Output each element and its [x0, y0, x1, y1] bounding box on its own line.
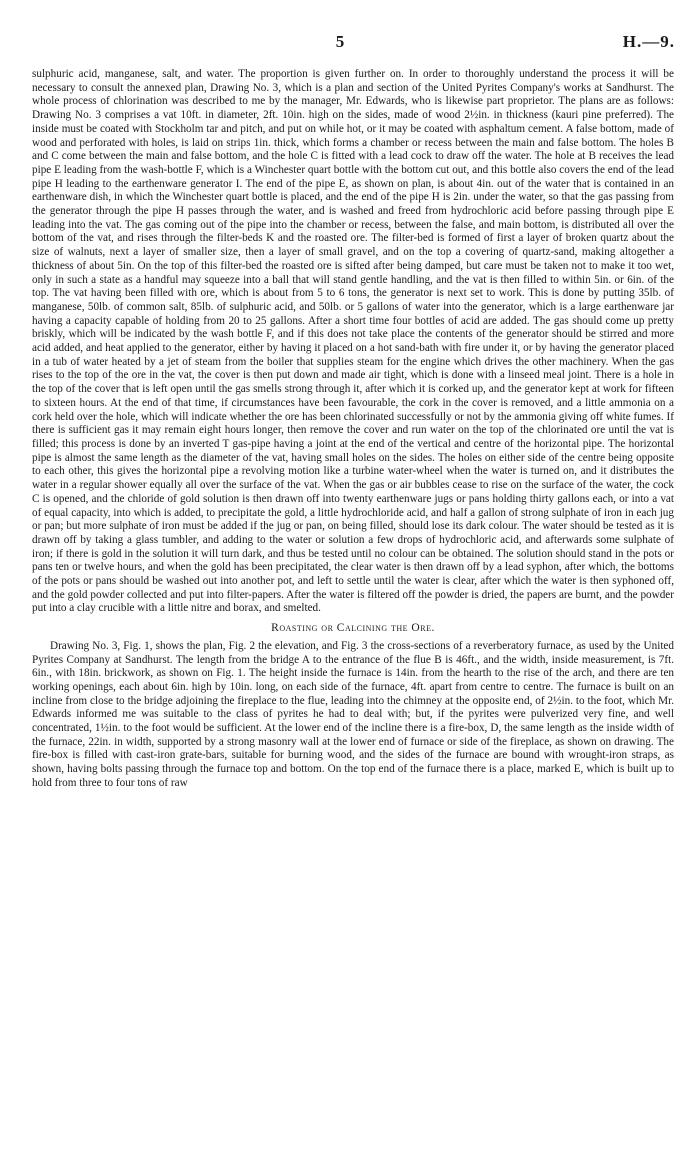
paragraph-chlorination-process: sulphuric acid, manganese, salt, and water. The proportion is given further on. In order to thoroughly understand the process it will be necessary to consult the annexed plan, Drawing No. 3, which is a plan and section of the United Pyrites Company's works at Sandhurst. The whole process of chlorination was described to me by the manager, Mr. Edwards, who is likewise part proprietor. The plans are as follows: Drawing No. 3 comprises a vat 10ft. in diameter, 2ft. 10in. high on the sides, made of wood 2½in. in thickness (kauri pine preferred). The inside must be coated with Stockholm tar and pitch, and put on while hot, or it may be coated with asphaltum cement. A false bottom, made of wood and perforated with holes, is laid on strips 1in. thick, which forms a chamber or recess between the main and false bottom. The holes B and C come between the main and false bottom, and the hole C is fitted with a lead cock to draw off the water. The hole at B receives the lead pipe E leading from the wash-bottle F, which is a Winchester quart bottle with the bottom cut out, and this bottle also covers the end of the lead pipe H leading to the earthenware generator I. The end of the pipe E, as shown on plan, is about 4in. out of the water that is contained in an earthenware dish, in which the Winchester quart bottle is placed, and the end of the pipe H is 2in. under the water, so that the gas passing from the generator through the pipe H passes through the water, and is washed and freed from hydrochloric acid before passing through pipe E leading into the vat. The gas coming out of the pipe into the chamber or recess, between the false, and main bottom, is distributed all over the bottom of the vat, and rises through the filter-beds K and the roasted ore. The filter-bed is formed of first a layer of broken quartz about the size of walnuts, next a layer of smaller size, then a layer of small gravel, and on the top a covering of quartz-sand, making altogether a thickness of about 5in. On the top of this filter-bed the roasted ore is sifted after being damped, but care must be taken not to make it too wet, only in such a state as a handful may squeeze into a ball that will stand gentle handling, and the vat is then filled to within 5in. or 6in. of the top. The vat having been filled with ore, which is about from 5 to 6 tons, the generator is next set to work. This is done by putting 35lb. of manganese, 50lb. of common salt, 85lb. of sulphuric acid, and 50lb. or 5 gallons of water into the generator, which is a large earthenware jar having a capacity capable of holding from 20 to 25 gallons. After a short time four bottles of acid are added. The gas should come up pretty briskly, which will be indicated by the wash bottle F, and if this does not take place the contents of the generator should be stirred and more acid added, and heat applied to the generator, either by having it placed on a hot sand-bath with fire under it, or by having the generator placed in a tub of water heated by a jet of steam from the boiler that supplies steam for the engine which drives the other machinery. When the gas rises to the top of the ore in the vat, the cover is then put down and made air tight, which is done with a linseed meal joint. There is a hole in the top of the cover that is left open until the gas smells strong through it, after which it is corked up, and the generator kept at work for fifteen to sixteen hours. At the end of that time, if circumstances have been favourable, the cork in the cover is removed, and a little ammonia on a cork held over the hole, which will indicate whether the ore has been chlorinated successfully or not by the ammonia giving off white fumes. If there is sufficient gas it may remain eight hours longer, then remove the cover and run water on the top of the chlorinated ore until the vat is filled; this process is done by an inverted T gas-pipe having a joint at the end of the vertical and centre of the horizontal pipe. The horizontal pipe is almost the same length as the diameter of the vat, having small holes on the sides. The holes on either side of the centre being opposite to each other, this gives the horizontal pipe a revolving motion like a turbine water-wheel when the water is turned on, and it distributes the water in a regular shower equally all over the surface of the vat. When the gas or air bubbles cease to rise on the surface of the water, the cock C is opened, and the chloride of gold solution is then drawn off into twenty earthenware jugs or pans holding thirty gallons each, or into a vat of equal capacity, into which is added, to precipitate the gold, a little hydrochloride acid, and half a gallon of strong sulphate of iron in each jug or pan; but more sulphate of iron must be added if the jug or pan, on being filled, should lose its dark colour. The water should be tested as it is drawn off by taking a glass tumbler, and adding to the water or solution a few drops of hydrochloric acid, and afterwards some sulphate of iron; if there is gold in the solution it will turn dark, and thus be tested until no colour can be obtained. The solution should stand in the pots or pans ten or twelve hours, and when the gold has been precipitated, the clear water is then drawn off by a lead syphon, after which, the bottoms of the pots or pans should be washed out into another pot, and left to settle until the water is clear, after which the water is then syphoned off, and the gold powder collected and put into filter-papers. After the water is filtered off the powder is dried, the papers are burnt, and the powder put into a clay crucible with a little nitre and borax, and smelted. — [32, 68, 674, 615]
document-reference: H.—9. — [622, 32, 675, 51]
paragraph-roasting: Drawing No. 3, Fig. 1, shows the plan, Fig. 2 the elevation, and Fig. 3 the cross-sections of a reverberatory furnace, as used by the United Pyrites Company at Sandhurst. The length from the bridge A to the entrance of the flue B is 46ft., and the width, inside measurement, is 7ft. 6in., with 18in. brickwork, as shown on Fig. 1. The height inside the furnace is 14in. from the hearth to the rise of the arch, and there are ten working openings, each about 6in. high by 10in. long, on each side of the furnace, 4ft. apart from centre to centre. The furnace is built on an incline from close to the bridge adjoining the fireplace to the flue, leading into the chimney at the opposite end, of 2½in. to the foot, which Mr. Edwards informed me was suitable to the class of pyrites he had to deal with; but, if the pyrites were pulverized very fine, and well concentrated, 1½in. to the foot would be sufficient. At the lower end of the incline there is a fire-box, D, the same length as the inside width of the furnace, 22in. in width, supported by a strong masonry wall at the lower end of furnace or side of the fireplace, as shown on drawing. The fire-box is filled with cast-iron grate-bars, suitable for burning wood, and the sides of the furnace are bound with wrought-iron straps, as shown, having bolts passing through the furnace top and bottom. On the top end of the furnace there is a place, marked E, which is built up to hold from three to four tons of raw — [32, 639, 674, 789]
section-heading: Roasting or Calcining the Ore. — [271, 622, 435, 635]
page-number: 5 — [335, 32, 345, 51]
document-body — [32, 68, 674, 791]
